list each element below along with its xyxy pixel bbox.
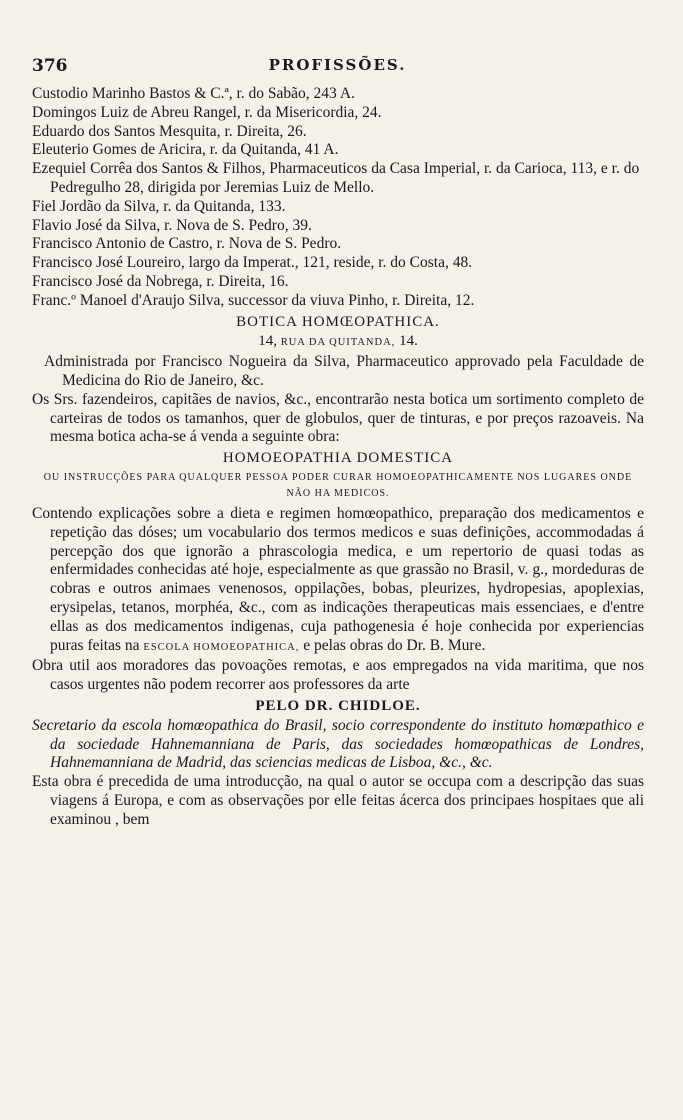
directory-entry: Eleuterio Gomes de Aricira, r. da Quitanda, 41 A. [32,141,339,159]
address-number: 14, [258,333,277,350]
domestica-paragraph-2: Obra util aos moradores das povoações remotas, e aos empregados na vida maritima, que nos casos urgentes não podem recorrer aos professores da arte [32,657,644,694]
directory-entry: Custodio Marinho Bastos & C.ª, r. do Sabão, 243 A. [32,85,355,102]
directory-entry: Domingos Luiz de Abreu Rangel, r. da Misericordia, 24. [32,103,382,121]
page-header [32,56,643,78]
directory-entry: Francisco José da Nobrega, r. Direita, 16. [32,272,289,290]
address-number-2: 14. [399,333,418,350]
page-body [32,85,644,829]
domestica-paragraph-1-text: Contendo explicações sobre a dieta e regimen homœopathico, preparação dos medicamentos e repetição das dóses; um vocabulario dos termos medicos e suas definições, accommodadas á percepção dos que ignorão a phrascologia medica, e um repertorio de quasi todas as enfermidades conhecidas até hoje, especialmente as que grassão no Brasil, v. g., mordeduras de cobras e outros animaes venenosos, oppilações, bobas, pleurizes, hydropesias, apoplexias, erysipelas, tetanos, morphéa, &c., com as indicações therapeuticas mais essenciaes, e d'entre ellas as dos medicamentos indigenas, cuja pathogenesia é hoje conhecida por experiencias puras feitas na [32,504,644,654]
domestica-subtitle: OU INSTRUCÇÕES PARA QUALQUER PESSOA PODER CURAR HOMOEOPATHICAMENTE NOS LUGARES ONDE NÃO HA MEDICOS. [43,471,633,499]
directory-entry: Flavio José da Silva, r. Nova de S. Pedro, 39. [32,216,312,234]
chidloe-heading: PELO DR. CHIDLOE. [255,697,421,714]
directory-entry: Franc.º Manoel d'Araujo Silva, successor da viuva Pinho, r. Direita, 12. [32,291,475,309]
botica-address [32,332,644,353]
domestica-paragraph-1-end: e pelas obras do Dr. B. Mure. [303,636,486,654]
domestica-paragraph-1 [32,505,644,657]
directory-entry: Francisco José Loureiro, largo da Imperat., 121, reside, r. do Costa, 48. [32,254,473,272]
directory-entry: Eduardo dos Santos Mesquita, r. Direita, 26. [32,122,307,140]
directory-entry: Francisco Antonio de Castro, r. Nova de S. Pedro. [32,235,342,253]
escola-smallcaps: ESCOLA HOMOEOPATHICA, [143,641,300,653]
directory-entry: Ezequiel Corrêa dos Santos & Filhos, Pharmaceuticos da Casa Imperial, r. da Carioca, 113, e r. do Pedregulho 28, dirigida por Jeremias Luiz de Mello. [32,160,640,196]
chidloe-paragraph: Esta obra é precedida de uma introducção, na qual o autor se occupa com a descripção das suas viagens á Europa, e com as observações por elle feitas ácerca dos principaes hospitaes que ali examinou , bem [32,773,644,828]
botica-heading: BOTICA HOMŒOPATHICA. [236,313,440,330]
botica-paragraph-2: Os Srs. fazendeiros, capitães de navios, &c., encontrarão nesta botica um sortimento completo de carteiras de todos os tamanhos, quer de globulos, quer de tinturas, e por preços razoaveis. Na mesma botica acha-se á venda a seguinte obra: [32,390,644,446]
domestica-heading: HOMOEOPATHIA DOMESTICA [222,450,454,467]
directory-list [32,85,644,311]
directory-entry: Fiel Jordão da Silva, r. da Quitanda, 133. [32,197,286,215]
page-number: 376 [32,56,68,76]
botica-paragraph-1: Administrada por Francisco Nogueira da Silva, Pharmaceutico approvado pela Faculdade de Medicina do Rio de Janeiro, &c. [44,353,644,389]
address-street: RUA DA QUITANDA, [280,337,396,349]
chidloe-credentials: Secretario da escola homœopathica do Brasil, socio correspondente do instituto homœpathico e da sociedade Hahnemanniana de Paris, das sociedades homœopathicas de Londres, Hahnemanniana de Madrid, das sciencias medicas de Lisboa, &c., &c. [32,716,644,772]
running-title: PROFISSÕES. [268,56,407,74]
